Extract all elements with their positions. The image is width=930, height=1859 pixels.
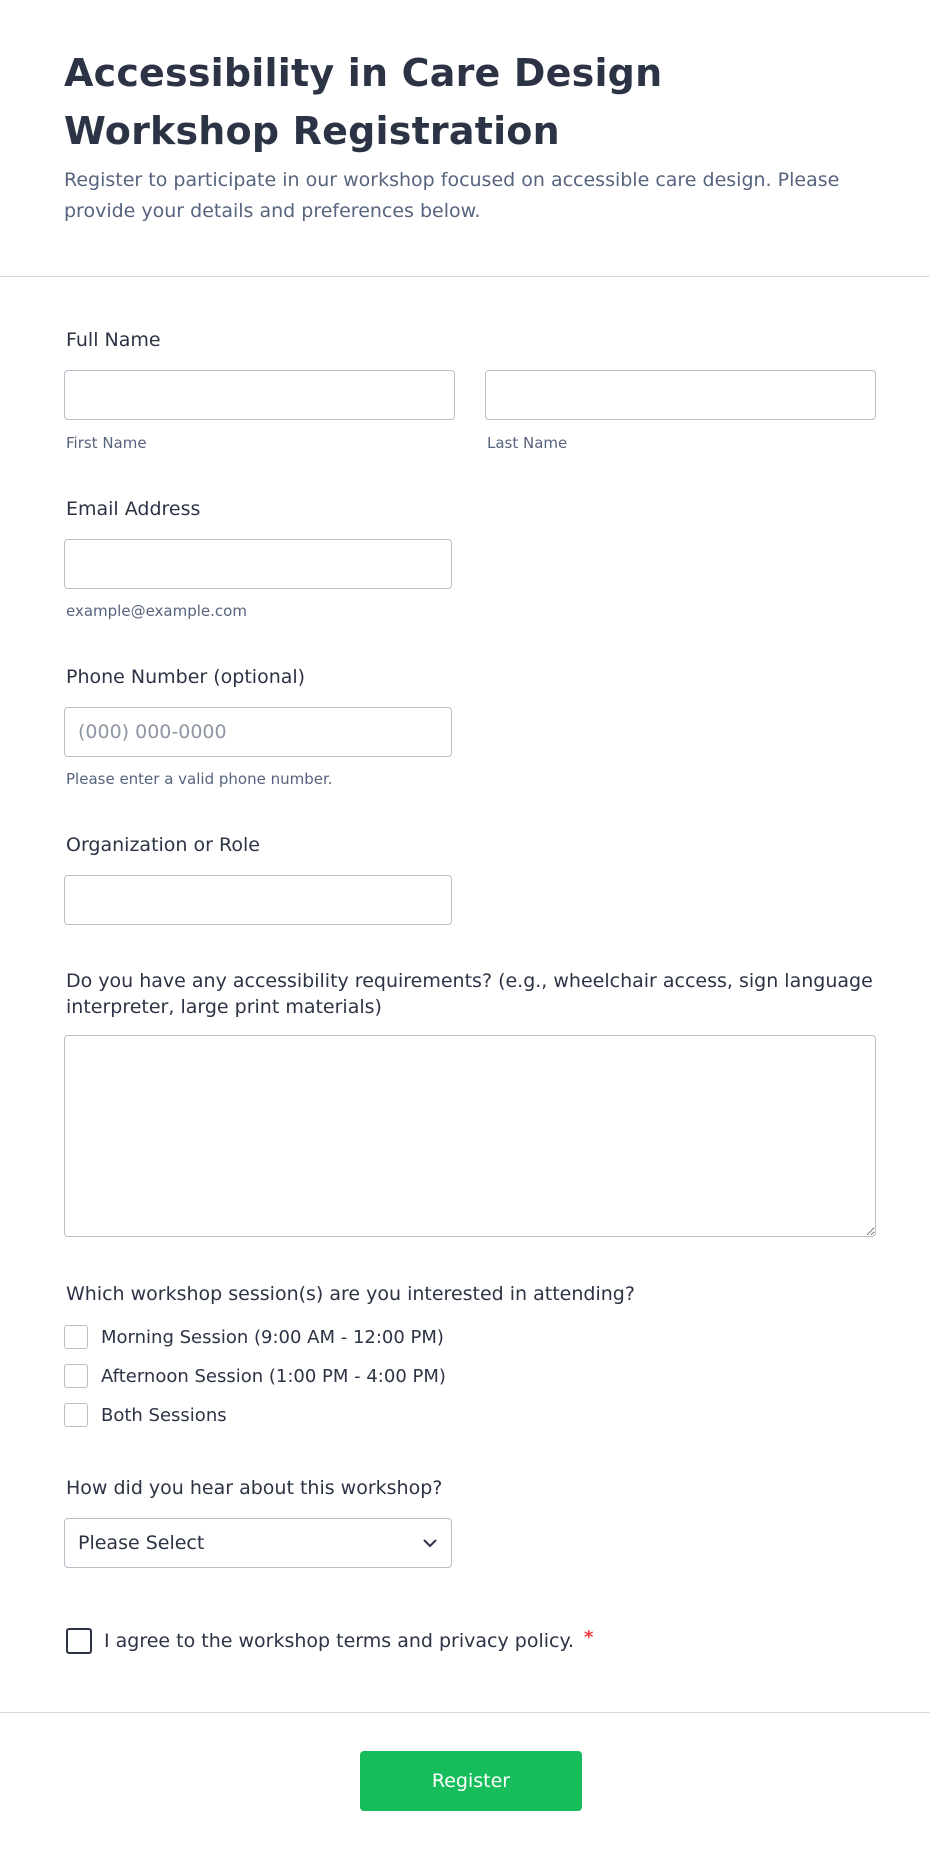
session-option-morning[interactable] — [64, 1324, 444, 1350]
required-asterisk: * — [584, 1626, 594, 1648]
first-name-sublabel: First Name — [66, 434, 147, 452]
session-both-label: Both Sessions — [101, 1404, 227, 1426]
referral-selected-value: Please Select — [78, 1532, 205, 1554]
session-option-both[interactable] — [64, 1402, 227, 1428]
first-name-input[interactable] — [64, 370, 455, 420]
phone-label: Phone Number (optional) — [66, 666, 306, 688]
phone-sublabel: Please enter a valid phone number. — [66, 770, 333, 788]
email-input[interactable] — [64, 539, 452, 589]
referral-select[interactable] — [64, 1518, 452, 1568]
form-header — [0, 0, 930, 277]
session-both-checkbox[interactable] — [64, 1403, 88, 1427]
terms-label: I agree to the workshop terms and privacy policy. — [104, 1630, 575, 1652]
session-morning-checkbox[interactable] — [64, 1325, 88, 1349]
organization-input[interactable] — [64, 875, 452, 925]
email-sublabel: example@example.com — [66, 602, 247, 620]
terms-checkbox[interactable] — [66, 1628, 92, 1654]
session-morning-label: Morning Session (9:00 AM - 12:00 PM) — [101, 1326, 444, 1348]
page-title: Accessibility in Care Design Workshop Registration — [64, 51, 663, 153]
page-subtitle: Register to participate in our workshop focused on accessible care design. Please provide your details and preferences below. — [64, 169, 840, 222]
accessibility-textarea[interactable] — [64, 1035, 876, 1237]
terms-agreement[interactable] — [66, 1627, 593, 1655]
session-afternoon-checkbox[interactable] — [64, 1364, 88, 1388]
organization-label: Organization or Role — [66, 834, 260, 856]
session-option-afternoon[interactable] — [64, 1363, 446, 1389]
full-name-label: Full Name — [66, 329, 161, 351]
referral-label: How did you hear about this workshop? — [66, 1477, 443, 1499]
accessibility-label: Do you have any accessibility requirements? (e.g., wheelchair access, sign language interpreter, large print materials) — [66, 970, 873, 1018]
last-name-sublabel: Last Name — [487, 434, 568, 452]
chevron-down-icon — [422, 1535, 438, 1551]
register-button[interactable]: Register — [360, 1751, 582, 1811]
phone-input[interactable] — [64, 707, 452, 757]
session-afternoon-label: Afternoon Session (1:00 PM - 4:00 PM) — [101, 1365, 446, 1387]
form-footer — [0, 1712, 930, 1859]
last-name-input[interactable] — [485, 370, 876, 420]
email-label: Email Address — [66, 498, 201, 520]
sessions-label: Which workshop session(s) are you interested in attending? — [66, 1283, 635, 1305]
